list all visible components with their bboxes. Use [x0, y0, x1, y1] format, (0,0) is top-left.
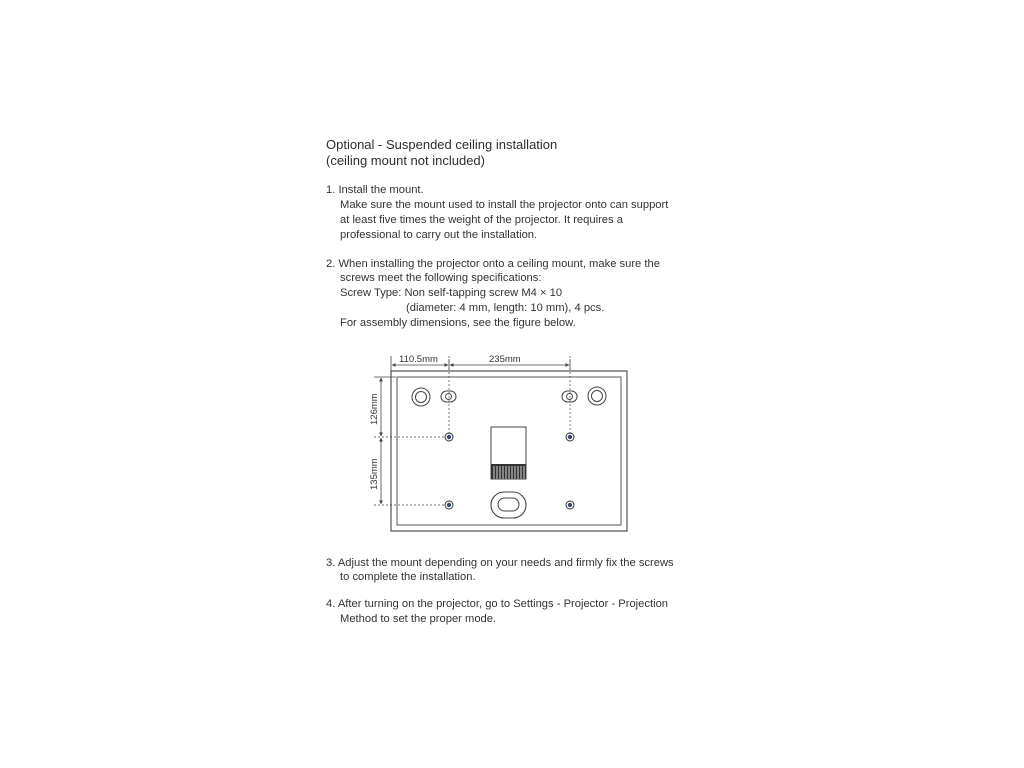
- step1-text-line: professional to carry out the installation.: [340, 229, 538, 241]
- screw-type-line: Screw Type: Non self-tapping screw M4 × 10: [340, 287, 563, 299]
- screw-dimensions-line: (diameter: 4 mm, length: 10 mm), 4 pcs.: [406, 302, 605, 314]
- screw-hole-lower-right: [566, 501, 574, 509]
- step2-heading: 2. When installing the projector onto a ceiling mount, make sure the: [326, 258, 660, 270]
- step4-heading: 4. After turning on the projector, go to Settings - Projector - Projection: [326, 598, 669, 610]
- dim-label-left-horizontal: 110.5mm: [399, 354, 438, 365]
- dim-label-right-horizontal: 235mm: [489, 354, 521, 365]
- dim-label-upper-vertical: 126mm: [369, 393, 380, 425]
- slot-top-left: [441, 391, 456, 402]
- bottom-oval-foot: [491, 492, 526, 518]
- foot-top-right: [588, 387, 606, 405]
- foot-top-left: [412, 388, 430, 406]
- section-subtitle: (ceiling mount not included): [326, 153, 485, 168]
- screw-hole-lower-left: [445, 501, 453, 509]
- step3-text-line: to complete the installation.: [340, 571, 476, 583]
- slot-top-right: [562, 391, 577, 402]
- step2-text-line: screws meet the following specifications:: [340, 272, 542, 284]
- step3-heading: 3. Adjust the mount depending on your needs and firmly fix the screws: [326, 557, 674, 569]
- mount-dimension-figure: [360, 348, 634, 534]
- screw-hole-upper-left: [445, 433, 453, 441]
- figure-reference-line: For assembly dimensions, see the figure below.: [340, 317, 576, 329]
- step1-heading: 1. Install the mount.: [326, 184, 424, 196]
- step4-text-line: Method to set the proper mode.: [340, 613, 497, 625]
- step1-text-line: at least five times the weight of the projector. It requires a: [340, 214, 623, 226]
- projector-inner-outline: [397, 377, 621, 525]
- section-title: Optional - Suspended ceiling installation: [326, 137, 558, 152]
- vent-grille: [491, 464, 526, 479]
- step1-text-line: Make sure the mount used to install the projector onto can support: [340, 199, 669, 211]
- screw-hole-upper-right: [566, 433, 574, 441]
- dim-label-lower-vertical: 135mm: [369, 458, 380, 490]
